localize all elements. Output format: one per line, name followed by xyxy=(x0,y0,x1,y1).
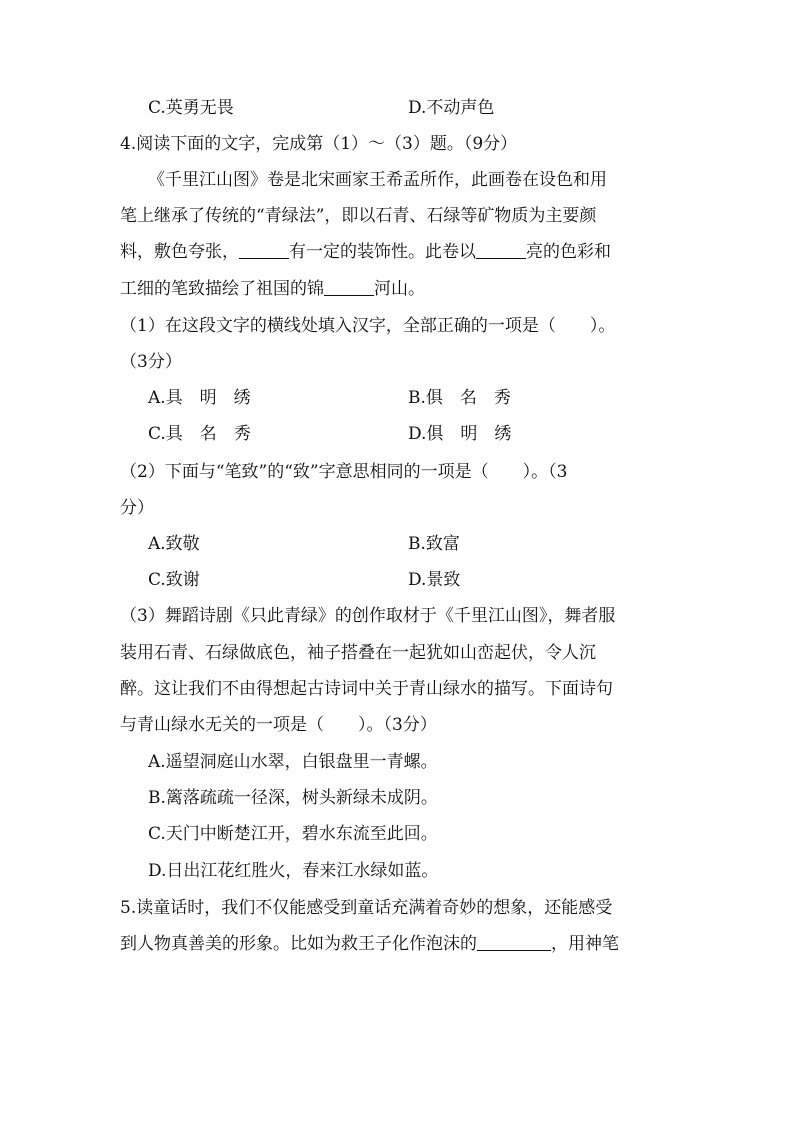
q4-sub2-stem-line-1: （2）下面与“笔致”的“致”字意思相同的一项是（ ）。（3 xyxy=(120,462,568,482)
q4-sub1-option-d[interactable]: D.俱 明 绣 xyxy=(408,424,512,444)
q4-sub3-stem-line-3: 醉。这让我们不由得想起古诗词中关于青山绿水的描写。下面诗句 xyxy=(120,679,613,699)
q5-line-2-a: 到人物真善美的形象。比如为救王子化作泡沫的 xyxy=(120,934,477,954)
q4-passage-line-3-a: 料，敷色夸张， xyxy=(120,242,239,262)
q5-line-1: 5.读童话时，我们不仅能感受到童话充满着奇妙的想象，还能感受 xyxy=(120,898,613,918)
q4-sub1-stem-line-1: （1）在这段文字的横线处填入汉字，全部正确的一项是（ ）。 xyxy=(120,316,616,336)
q4-sub2-option-d[interactable]: D.景致 xyxy=(408,570,461,590)
q4-sub1-option-c[interactable]: C.具 名 秀 xyxy=(148,424,251,444)
q4-passage-line-3-c: 亮的色彩和 xyxy=(526,242,611,262)
q4-sub1-stem-line-2: （3分） xyxy=(120,352,182,372)
q4-sub1-option-b[interactable]: B.俱 名 秀 xyxy=(408,388,511,408)
q4-passage-line-2: 笔上继承了传统的“青绿法”，即以石青、石绿等矿物质为主要颜 xyxy=(120,206,597,226)
q4-sub3-stem-line-4: 与青山绿水无关的一项是（ ）。（3分） xyxy=(120,715,437,735)
q4-passage-line-3-b: 有一定的装饰性。此卷以 xyxy=(289,242,476,262)
q4-passage-line-4-a: 工细的笔致描绘了祖国的锦 xyxy=(120,279,324,299)
q4-sub3-option-d[interactable]: D.日出江花红胜火，春来江水绿如蓝。 xyxy=(148,861,439,881)
fill-blank-3[interactable] xyxy=(324,279,374,296)
q4-passage-line-3 xyxy=(120,240,680,264)
fill-blank-2[interactable] xyxy=(476,242,526,259)
q5-line-2-b: ，用神笔 xyxy=(551,934,619,954)
q3-option-d: D.不动声色 xyxy=(408,98,495,118)
q4-sub1-option-a[interactable]: A.具 明 绣 xyxy=(148,388,251,408)
q4-sub3-stem-line-2: 装用石青、石绿做底色，袖子搭叠在一起犹如山峦起伏，令人沉 xyxy=(120,643,596,663)
fill-blank-1[interactable] xyxy=(239,242,289,259)
q4-sub2-stem-line-2: 分） xyxy=(120,498,154,518)
fill-blank-4[interactable] xyxy=(477,934,551,951)
q5-line-2 xyxy=(120,932,680,956)
q4-sub3-option-b[interactable]: B.篱落疏疏一径深，树头新绿未成阴。 xyxy=(148,788,438,808)
q3-option-c: C.英勇无畏 xyxy=(148,98,234,118)
q4-sub2-option-c[interactable]: C.致谢 xyxy=(148,570,200,590)
q4-passage-line-4-b: 河山。 xyxy=(374,279,425,299)
q4-sub2-option-b[interactable]: B.致富 xyxy=(408,534,460,554)
q4-passage-line-4 xyxy=(120,277,680,301)
q4-sub3-option-a[interactable]: A.遥望洞庭山水翠，白银盘里一青螺。 xyxy=(148,752,438,772)
q4-sub2-option-a[interactable]: A.致敬 xyxy=(148,534,200,554)
q4-sub3-option-c[interactable]: C.天门中断楚江开，碧水东流至此回。 xyxy=(148,824,438,844)
q4-sub3-stem-line-1: （3）舞蹈诗剧《只此青绿》的创作取材于《千里江山图》，舞者服 xyxy=(120,606,616,626)
q4-passage-line-1: 《千里江山图》卷是北宋画家王希孟所作，此画卷在设色和用 xyxy=(148,170,607,190)
q4-title: 4.阅读下面的文字，完成第（1）～（3）题。（9分） xyxy=(120,134,518,154)
